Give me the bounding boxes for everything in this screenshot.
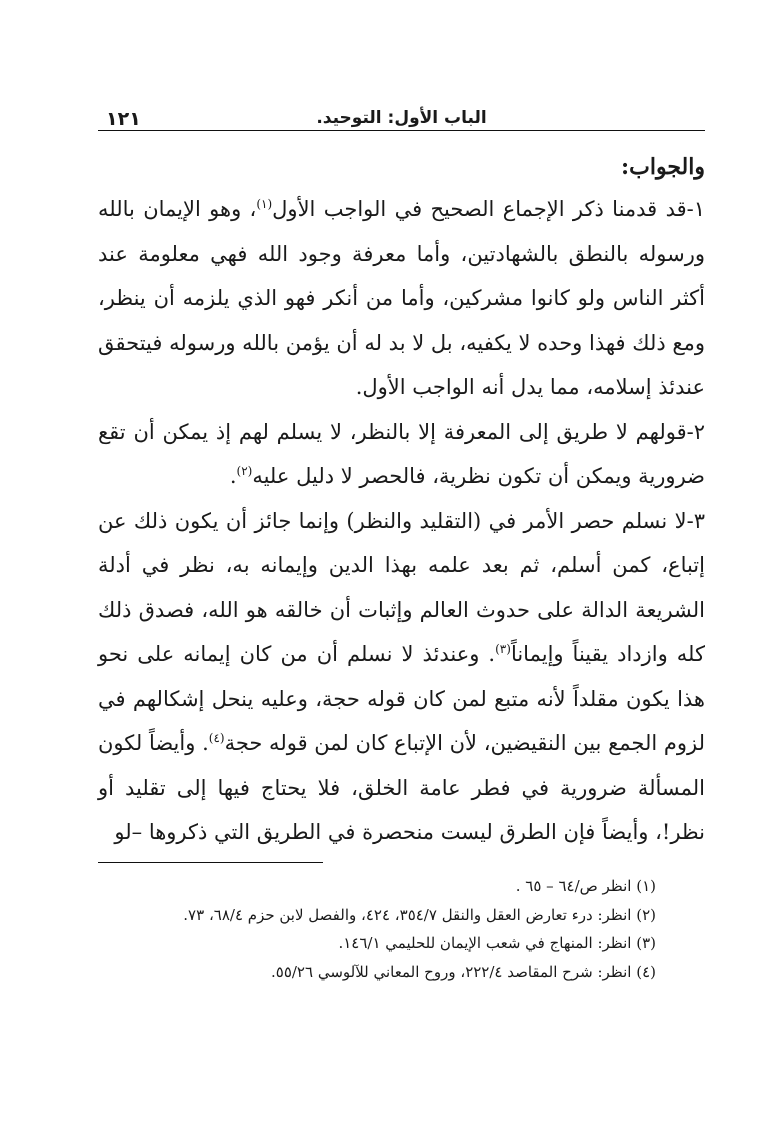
paragraph-2 [98,410,705,499]
paragraph-3-text-c: . وأيضاً لكون المسألة ضرورية في فطر عامة الخلق، فلا يحتاج فيها إلى تقليد أو نظر!، وأيضاً فإن الطرق ليست منحصرة في الطريق التي ذكروها –لو [98,731,705,844]
paragraph-3-text-b: . وعندئذ لا نسلم أن من كان إيمانه على نحو هذا يكون مقلداً لأنه متبع لمن كان قوله حجة، وعليه ينحل إشكالهم في لزوم الجمع بين النقيضين، لأن الإتباع كان لمن قوله حجة [98,642,705,755]
body-text [98,147,705,855]
page [98,104,705,855]
answer-heading: والجواب: [621,154,705,180]
paragraph-2-text-b: . [229,464,237,488]
paragraph-1-text-b: ، وهو الإيمان بالله ورسوله بالنطق بالشهادتين، وأما معرفة وجود الله فهي معلومة عند أكثر الناس ولو كانوا مشركين، وأما من أنكر فهو الذي يلزمه أن ينظر، ومع ذلك فهذا وحده لا يكفيه، بل لا بد له أن يؤمن بالله ورسوله فيتحقق عندئذ إسلامه، مما يدل أنه الواجب الأول. [98,197,705,399]
paragraph-2-text-a: ٢-قولهم لا طريق إلى المعرفة إلا بالنظر، لا يسلم لهم إذ يمكن أن تقع ضرورية ويمكن أن تكون نظرية، فالحصر لا دليل عليه [98,419,705,488]
footnote-3: (٣) انظر: المنهاج في شعب الإيمان للحليمي ١٤٦/١. [338,934,656,952]
footnote-2: (٢) انظر: درء تعارض العقل والنقل ٣٥٤/٧، ٤٢٤، والفصل لابن حزم ٦٨/٤، ٧٣. [183,905,656,924]
page-number: ١٢١ [106,108,141,130]
footnotes [98,872,658,986]
paragraph-3-text-a: ٣-لا نسلم حصر الأمر في (التقليد والنظر) وإنما جائز أن يكون ذلك عن إتباع، كمن أسلم، ثم بعد علمه بهذا الدين وإيمانه به، نظر في أدلة الشريعة الدالة على حدوث العالم وإثبات أن خالقه هو الله، فصدق ذلك كله وازداد يقيناً وإيماناً [98,508,705,666]
chapter-title: الباب الأول: التوحيد. [316,108,487,128]
footnote-separator [98,862,323,863]
footnote-ref-4: (٤) [208,731,225,745]
footnote-4: (٤) انظر: شرح المقاصد ٢٢٢/٤، وروح المعاني للآلوسي ٥٥/٢٦. [270,962,656,981]
footnote-ref-2: (٢) [236,464,253,478]
paragraph-3 [98,499,705,855]
footnote-ref-3: (٣) [495,642,511,656]
running-header [98,104,705,131]
paragraph-1 [98,187,705,410]
footnote-ref-1: (١) [256,197,273,211]
footnote-1: (١) انظر ص/٦٤ – ٦٥ . [515,877,656,895]
paragraph-1-text-a: ١-قد قدمنا ذكر الإجماع الصحيح في الواجب الأول [272,197,706,221]
